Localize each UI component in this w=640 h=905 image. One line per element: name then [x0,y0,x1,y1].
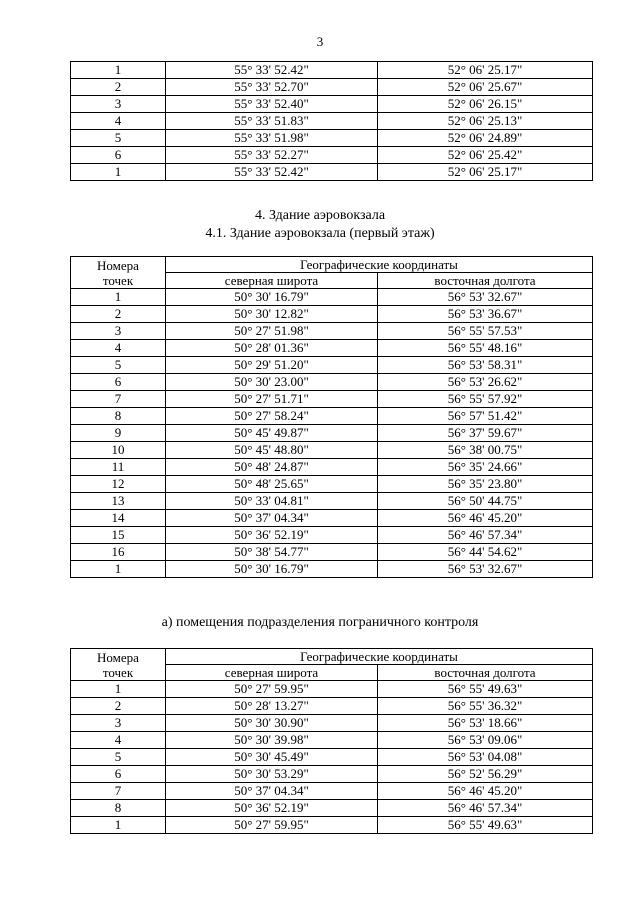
longitude-cell: 52° 06' 26.15" [378,96,593,113]
longitude-cell: 56° 55' 49.63" [378,817,593,834]
table-row [71,306,593,323]
point-number-cell: 1 [71,289,166,306]
point-number-cell: 4 [71,113,166,130]
table-body [71,289,593,578]
latitude-cell: 50° 30' 16.79" [166,561,378,578]
latitude-cell: 50° 30' 23.00" [166,374,378,391]
latitude-cell: 50° 27' 59.95" [166,817,378,834]
longitude-cell: 56° 46' 57.34" [378,800,593,817]
latitude-cell: 50° 48' 25.65" [166,476,378,493]
latitude-cell: 55° 33' 52.40" [166,96,378,113]
point-number-cell: 3 [71,96,166,113]
longitude-cell: 56° 46' 45.20" [378,510,593,527]
latitude-cell: 55° 33' 52.42" [166,62,378,79]
point-number-cell: 5 [71,749,166,766]
header-point-numbers [71,649,166,681]
longitude-cell: 56° 53' 26.62" [378,374,593,391]
point-number-cell: 8 [71,408,166,425]
table-row [71,544,593,561]
point-number-cell: 2 [71,698,166,715]
longitude-cell: 56° 46' 57.34" [378,527,593,544]
table-row [71,357,593,374]
latitude-cell: 50° 29' 51.20" [166,357,378,374]
latitude-cell: 50° 27' 58.24" [166,408,378,425]
point-number-cell: 6 [71,374,166,391]
header-points-line2: точек [102,664,134,680]
latitude-cell: 55° 33' 52.27" [166,147,378,164]
point-number-cell: 6 [71,766,166,783]
table-header [71,649,593,681]
table-row [71,510,593,527]
table-row [71,749,593,766]
longitude-cell: 56° 53' 18.66" [378,715,593,732]
latitude-cell: 50° 38' 54.77" [166,544,378,561]
longitude-cell: 56° 55' 48.16" [378,340,593,357]
point-number-cell: 2 [71,79,166,96]
point-number-cell: 1 [71,62,166,79]
longitude-cell: 52° 06' 25.17" [378,62,593,79]
table-row [71,130,593,147]
header-points-line2: точек [102,272,134,288]
table-row [71,289,593,306]
point-number-cell: 4 [71,732,166,749]
coordinates-table-continued [70,61,593,181]
table-row [71,493,593,510]
longitude-cell: 56° 57' 51.42" [378,408,593,425]
longitude-cell: 56° 55' 57.53" [378,323,593,340]
latitude-cell: 50° 37' 04.34" [166,510,378,527]
header-points-line1: Номера [97,257,139,273]
header-east-longitude: восточная долгота [378,273,593,289]
table-row [71,476,593,493]
latitude-cell: 50° 30' 45.49" [166,749,378,766]
longitude-cell: 56° 55' 36.32" [378,698,593,715]
table-row [71,766,593,783]
point-number-cell: 3 [71,323,166,340]
table-row [71,459,593,476]
longitude-cell: 56° 35' 24.66" [378,459,593,476]
coordinates-table-terminal-floor1 [70,256,593,578]
latitude-cell: 50° 27' 51.71" [166,391,378,408]
point-number-cell: 5 [71,130,166,147]
point-number-cell: 7 [71,783,166,800]
longitude-cell: 52° 06' 25.17" [378,164,593,181]
table-row [71,800,593,817]
point-number-cell: 10 [71,442,166,459]
table-header [71,257,593,289]
longitude-cell: 52° 06' 25.13" [378,113,593,130]
longitude-cell: 56° 52' 56.29" [378,766,593,783]
point-number-cell: 9 [71,425,166,442]
table-row [71,408,593,425]
table-body [71,681,593,834]
latitude-cell: 50° 30' 30.90" [166,715,378,732]
page-number: 3 [316,34,324,49]
latitude-cell: 50° 27' 51.98" [166,323,378,340]
latitude-cell: 50° 28' 13.27" [166,698,378,715]
latitude-cell: 50° 30' 12.82" [166,306,378,323]
point-number-cell: 3 [71,715,166,732]
longitude-cell: 56° 53' 58.31" [378,357,593,374]
longitude-cell: 56° 53' 32.67" [378,561,593,578]
point-number-cell: 14 [71,510,166,527]
longitude-cell: 56° 35' 23.80" [378,476,593,493]
table-row [71,442,593,459]
table-row [71,681,593,698]
table-row [71,340,593,357]
longitude-cell: 56° 38' 00.75" [378,442,593,459]
point-number-cell: 1 [71,164,166,181]
header-north-latitude: северная широта [166,273,378,289]
latitude-cell: 55° 33' 52.70" [166,79,378,96]
table-row [71,527,593,544]
table-row [71,561,593,578]
coordinates-table-border-control [70,648,593,834]
table-row [71,164,593,181]
table-row [71,147,593,164]
header-east-longitude: восточная долгота [378,665,593,681]
longitude-cell: 56° 55' 57.92" [378,391,593,408]
latitude-cell: 50° 30' 16.79" [166,289,378,306]
table-row [71,62,593,79]
latitude-cell: 55° 33' 51.83" [166,113,378,130]
longitude-cell: 56° 50' 44.75" [378,493,593,510]
table-row [71,96,593,113]
latitude-cell: 55° 33' 52.42" [166,164,378,181]
point-number-cell: 1 [71,817,166,834]
header-point-numbers [71,257,166,289]
section-title: 4. Здание аэровокзала [254,208,386,223]
header-north-latitude: северная широта [166,665,378,681]
latitude-cell: 55° 33' 51.98" [166,130,378,147]
longitude-cell: 56° 53' 36.67" [378,306,593,323]
point-number-cell: 15 [71,527,166,544]
section-a-title: а) помещения подразделения пограничного контроля [161,615,479,630]
latitude-cell: 50° 48' 24.87" [166,459,378,476]
table-body [71,62,593,181]
header-geo-coordinates: Географические координаты [166,649,593,665]
section-subtitle: 4.1. Здание аэровокзала (первый этаж) [205,226,435,241]
latitude-cell: 50° 33' 04.81" [166,493,378,510]
table-row [71,79,593,96]
point-number-cell: 6 [71,147,166,164]
longitude-cell: 52° 06' 25.67" [378,79,593,96]
longitude-cell: 56° 53' 09.06" [378,732,593,749]
table-row [71,391,593,408]
header-points-line1: Номера [97,649,139,665]
table-row [71,817,593,834]
latitude-cell: 50° 27' 59.95" [166,681,378,698]
header-geo-coordinates: Географические координаты [166,257,593,273]
point-number-cell: 1 [71,681,166,698]
table-row [71,698,593,715]
latitude-cell: 50° 45' 49.87" [166,425,378,442]
point-number-cell: 12 [71,476,166,493]
point-number-cell: 8 [71,800,166,817]
table-row [71,715,593,732]
latitude-cell: 50° 45' 48.80" [166,442,378,459]
point-number-cell: 7 [71,391,166,408]
point-number-cell: 16 [71,544,166,561]
longitude-cell: 56° 46' 45.20" [378,783,593,800]
longitude-cell: 56° 44' 54.62" [378,544,593,561]
longitude-cell: 56° 37' 59.67" [378,425,593,442]
point-number-cell: 1 [71,561,166,578]
point-number-cell: 13 [71,493,166,510]
point-number-cell: 2 [71,306,166,323]
longitude-cell: 56° 53' 04.08" [378,749,593,766]
point-number-cell: 5 [71,357,166,374]
longitude-cell: 52° 06' 25.42" [378,147,593,164]
point-number-cell: 11 [71,459,166,476]
point-number-cell: 4 [71,340,166,357]
latitude-cell: 50° 30' 39.98" [166,732,378,749]
table-row [71,783,593,800]
latitude-cell: 50° 36' 52.19" [166,800,378,817]
latitude-cell: 50° 28' 01.36" [166,340,378,357]
latitude-cell: 50° 37' 04.34" [166,783,378,800]
table-row [71,113,593,130]
longitude-cell: 56° 53' 32.67" [378,289,593,306]
longitude-cell: 52° 06' 24.89" [378,130,593,147]
table-row [71,425,593,442]
table-row [71,323,593,340]
latitude-cell: 50° 36' 52.19" [166,527,378,544]
table-row [71,732,593,749]
latitude-cell: 50° 30' 53.29" [166,766,378,783]
table-row [71,374,593,391]
longitude-cell: 56° 55' 49.63" [378,681,593,698]
